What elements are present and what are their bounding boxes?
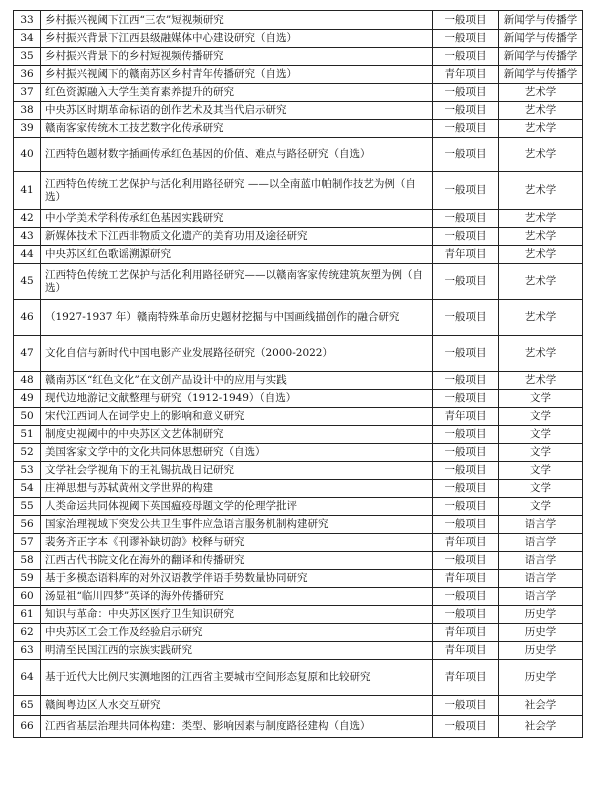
table-row bbox=[14, 480, 583, 498]
row-number: 55 bbox=[14, 498, 41, 516]
table-row bbox=[14, 300, 583, 336]
project-type: 一般项目 bbox=[433, 696, 499, 716]
table-row bbox=[14, 534, 583, 552]
project-title: 宋代江西词人在词学史上的影响和意义研究 bbox=[41, 408, 433, 426]
row-number: 34 bbox=[14, 30, 41, 48]
discipline: 文学 bbox=[499, 444, 583, 462]
row-number: 47 bbox=[14, 336, 41, 372]
table-row bbox=[14, 172, 583, 210]
project-title: 汤显祖“临川四梦”英译的海外传播研究 bbox=[41, 588, 433, 606]
discipline: 语言学 bbox=[499, 534, 583, 552]
table-row bbox=[14, 102, 583, 120]
project-title: 赣闽粤边区人水交互研究 bbox=[41, 696, 433, 716]
project-title: 江西特色传统工艺保护与活化利用路径研究 ——以全南蓝巾帕制作技艺为例（自选） bbox=[41, 172, 433, 210]
discipline: 文学 bbox=[499, 480, 583, 498]
project-title: 新媒体技术下江西非物质文化遗产的美育功用及途径研究 bbox=[41, 228, 433, 246]
row-number: 56 bbox=[14, 516, 41, 534]
project-type: 一般项目 bbox=[433, 606, 499, 624]
table-row bbox=[14, 336, 583, 372]
project-type: 一般项目 bbox=[433, 84, 499, 102]
discipline: 艺术学 bbox=[499, 228, 583, 246]
project-title: 中小学美术学科传承红色基因实践研究 bbox=[41, 210, 433, 228]
discipline: 艺术学 bbox=[499, 336, 583, 372]
table-row bbox=[14, 210, 583, 228]
table-row bbox=[14, 48, 583, 66]
project-type: 一般项目 bbox=[433, 462, 499, 480]
table-row bbox=[14, 624, 583, 642]
row-number: 41 bbox=[14, 172, 41, 210]
project-title: 文化自信与新时代中国电影产业发展路径研究（2000-2022） bbox=[41, 336, 433, 372]
project-type: 一般项目 bbox=[433, 172, 499, 210]
project-title: 美国客家文学中的文化共同体思想研究（自选） bbox=[41, 444, 433, 462]
table-row bbox=[14, 138, 583, 172]
row-number: 37 bbox=[14, 84, 41, 102]
table-row bbox=[14, 11, 583, 30]
project-title: 制度史视阈中的中央苏区文艺体制研究 bbox=[41, 426, 433, 444]
table-row bbox=[14, 444, 583, 462]
discipline: 艺术学 bbox=[499, 300, 583, 336]
discipline: 艺术学 bbox=[499, 246, 583, 264]
row-number: 49 bbox=[14, 390, 41, 408]
project-type: 青年项目 bbox=[433, 66, 499, 84]
project-title: 国家治理视域下突发公共卫生事件应急语言服务机制构建研究 bbox=[41, 516, 433, 534]
discipline: 文学 bbox=[499, 390, 583, 408]
project-title: 江西特色传统工艺保护与活化利用路径研究——以赣南客家传统建筑灰塑为例（自选） bbox=[41, 264, 433, 300]
row-number: 60 bbox=[14, 588, 41, 606]
table-row bbox=[14, 84, 583, 102]
row-number: 59 bbox=[14, 570, 41, 588]
project-type: 一般项目 bbox=[433, 552, 499, 570]
row-number: 35 bbox=[14, 48, 41, 66]
row-number: 51 bbox=[14, 426, 41, 444]
project-title: 乡村振兴背景下的乡村短视频传播研究 bbox=[41, 48, 433, 66]
project-type: 一般项目 bbox=[433, 588, 499, 606]
project-title: 基于多模态语料库的对外汉语教学伴语手势数量协同研究 bbox=[41, 570, 433, 588]
table-row bbox=[14, 30, 583, 48]
project-title: 红色资源融入大学生美育素养提升的研究 bbox=[41, 84, 433, 102]
project-title: 明清至民国江西的宗族实践研究 bbox=[41, 642, 433, 660]
discipline: 艺术学 bbox=[499, 172, 583, 210]
project-type: 青年项目 bbox=[433, 534, 499, 552]
row-number: 61 bbox=[14, 606, 41, 624]
discipline: 文学 bbox=[499, 408, 583, 426]
project-title: 中央苏区时期革命标语的创作艺术及其当代启示研究 bbox=[41, 102, 433, 120]
discipline: 艺术学 bbox=[499, 372, 583, 390]
project-type: 一般项目 bbox=[433, 210, 499, 228]
table-row bbox=[14, 408, 583, 426]
project-title: 中央苏区工会工作及经验启示研究 bbox=[41, 624, 433, 642]
row-number: 39 bbox=[14, 120, 41, 138]
row-number: 64 bbox=[14, 660, 41, 696]
discipline: 语言学 bbox=[499, 552, 583, 570]
project-title: 江西省基层治理共同体构建：类型、影响因素与制度路径建构（自选） bbox=[41, 716, 433, 738]
row-number: 43 bbox=[14, 228, 41, 246]
project-list-body bbox=[14, 11, 583, 738]
row-number: 38 bbox=[14, 102, 41, 120]
project-title: 江西古代书院文化在海外的翻译和传播研究 bbox=[41, 552, 433, 570]
row-number: 42 bbox=[14, 210, 41, 228]
project-type: 青年项目 bbox=[433, 642, 499, 660]
project-type: 一般项目 bbox=[433, 120, 499, 138]
project-type: 青年项目 bbox=[433, 246, 499, 264]
project-title: 赣南客家传统木工技艺数字化传承研究 bbox=[41, 120, 433, 138]
discipline: 语言学 bbox=[499, 570, 583, 588]
row-number: 58 bbox=[14, 552, 41, 570]
project-type: 一般项目 bbox=[433, 372, 499, 390]
row-number: 46 bbox=[14, 300, 41, 336]
table-row bbox=[14, 264, 583, 300]
row-number: 54 bbox=[14, 480, 41, 498]
project-title: 中央苏区红色歌谣溯源研究 bbox=[41, 246, 433, 264]
project-title: 基于近代大比例尺实测地图的江西省主要城市空间形态复原和比较研究 bbox=[41, 660, 433, 696]
project-type: 青年项目 bbox=[433, 660, 499, 696]
project-title: 庄禅思想与苏轼黄州文学世界的构建 bbox=[41, 480, 433, 498]
table-row bbox=[14, 246, 583, 264]
project-type: 一般项目 bbox=[433, 498, 499, 516]
row-number: 57 bbox=[14, 534, 41, 552]
table-row bbox=[14, 462, 583, 480]
discipline: 文学 bbox=[499, 498, 583, 516]
project-type: 一般项目 bbox=[433, 102, 499, 120]
discipline: 社会学 bbox=[499, 696, 583, 716]
project-title: 乡村振兴视阈下的赣南苏区乡村青年传播研究（自选） bbox=[41, 66, 433, 84]
table-row bbox=[14, 120, 583, 138]
project-type: 一般项目 bbox=[433, 480, 499, 498]
row-number: 44 bbox=[14, 246, 41, 264]
discipline: 新闻学与传播学 bbox=[499, 11, 583, 30]
table-row bbox=[14, 426, 583, 444]
project-title: 乡村振兴背景下江西县级融媒体中心建设研究（自选） bbox=[41, 30, 433, 48]
discipline: 语言学 bbox=[499, 588, 583, 606]
discipline: 新闻学与传播学 bbox=[499, 30, 583, 48]
table-row bbox=[14, 660, 583, 696]
table-row bbox=[14, 642, 583, 660]
discipline: 历史学 bbox=[499, 660, 583, 696]
project-type: 一般项目 bbox=[433, 11, 499, 30]
project-title: 知识与革命：中央苏区医疗卫生知识研究 bbox=[41, 606, 433, 624]
table-row bbox=[14, 516, 583, 534]
row-number: 62 bbox=[14, 624, 41, 642]
project-title: 裴务齐正字本《刊谬补缺切韵》校释与研究 bbox=[41, 534, 433, 552]
project-type: 一般项目 bbox=[433, 138, 499, 172]
project-type: 一般项目 bbox=[433, 30, 499, 48]
table-row bbox=[14, 390, 583, 408]
discipline: 文学 bbox=[499, 462, 583, 480]
project-title: 现代边地游记文献整理与研究（1912-1949）（自选） bbox=[41, 390, 433, 408]
project-type: 一般项目 bbox=[433, 264, 499, 300]
table-row bbox=[14, 606, 583, 624]
project-title: 文学社会学视角下的王礼锡抗战日记研究 bbox=[41, 462, 433, 480]
project-type: 一般项目 bbox=[433, 444, 499, 462]
project-type: 一般项目 bbox=[433, 48, 499, 66]
row-number: 66 bbox=[14, 716, 41, 738]
table-row bbox=[14, 228, 583, 246]
project-type: 一般项目 bbox=[433, 228, 499, 246]
project-type: 一般项目 bbox=[433, 516, 499, 534]
project-title: 赣南苏区“红色文化”在文创产品设计中的应用与实践 bbox=[41, 372, 433, 390]
table-row bbox=[14, 716, 583, 738]
row-number: 50 bbox=[14, 408, 41, 426]
discipline: 历史学 bbox=[499, 606, 583, 624]
project-title: （1927-1937 年）赣南特殊革命历史题材挖掘与中国画线描创作的融合研究 bbox=[41, 300, 433, 336]
discipline: 历史学 bbox=[499, 624, 583, 642]
project-type: 一般项目 bbox=[433, 426, 499, 444]
table-row bbox=[14, 570, 583, 588]
row-number: 52 bbox=[14, 444, 41, 462]
row-number: 40 bbox=[14, 138, 41, 172]
discipline: 文学 bbox=[499, 426, 583, 444]
project-type: 一般项目 bbox=[433, 300, 499, 336]
row-number: 45 bbox=[14, 264, 41, 300]
project-title: 江西特色题材数字插画传承红色基因的价值、难点与路径研究（自选） bbox=[41, 138, 433, 172]
discipline: 历史学 bbox=[499, 642, 583, 660]
table-row bbox=[14, 552, 583, 570]
row-number: 33 bbox=[14, 11, 41, 30]
discipline: 语言学 bbox=[499, 516, 583, 534]
discipline: 新闻学与传播学 bbox=[499, 66, 583, 84]
row-number: 63 bbox=[14, 642, 41, 660]
discipline: 艺术学 bbox=[499, 120, 583, 138]
project-type: 青年项目 bbox=[433, 408, 499, 426]
table-row bbox=[14, 696, 583, 716]
discipline: 艺术学 bbox=[499, 210, 583, 228]
discipline: 新闻学与传播学 bbox=[499, 48, 583, 66]
row-number: 48 bbox=[14, 372, 41, 390]
table-row bbox=[14, 66, 583, 84]
project-title: 乡村振兴视阈下江西“三农”短视频研究 bbox=[41, 11, 433, 30]
row-number: 36 bbox=[14, 66, 41, 84]
discipline: 艺术学 bbox=[499, 102, 583, 120]
project-list-table bbox=[13, 10, 583, 738]
discipline: 艺术学 bbox=[499, 84, 583, 102]
discipline: 艺术学 bbox=[499, 264, 583, 300]
discipline: 艺术学 bbox=[499, 138, 583, 172]
row-number: 65 bbox=[14, 696, 41, 716]
project-type: 一般项目 bbox=[433, 336, 499, 372]
table-row bbox=[14, 588, 583, 606]
project-title: 人类命运共同体视阈下英国瘟疫母题文学的伦理学批评 bbox=[41, 498, 433, 516]
project-type: 一般项目 bbox=[433, 390, 499, 408]
project-type: 一般项目 bbox=[433, 716, 499, 738]
project-type: 青年项目 bbox=[433, 570, 499, 588]
discipline: 社会学 bbox=[499, 716, 583, 738]
table-row bbox=[14, 498, 583, 516]
project-type: 青年项目 bbox=[433, 624, 499, 642]
row-number: 53 bbox=[14, 462, 41, 480]
table-row bbox=[14, 372, 583, 390]
